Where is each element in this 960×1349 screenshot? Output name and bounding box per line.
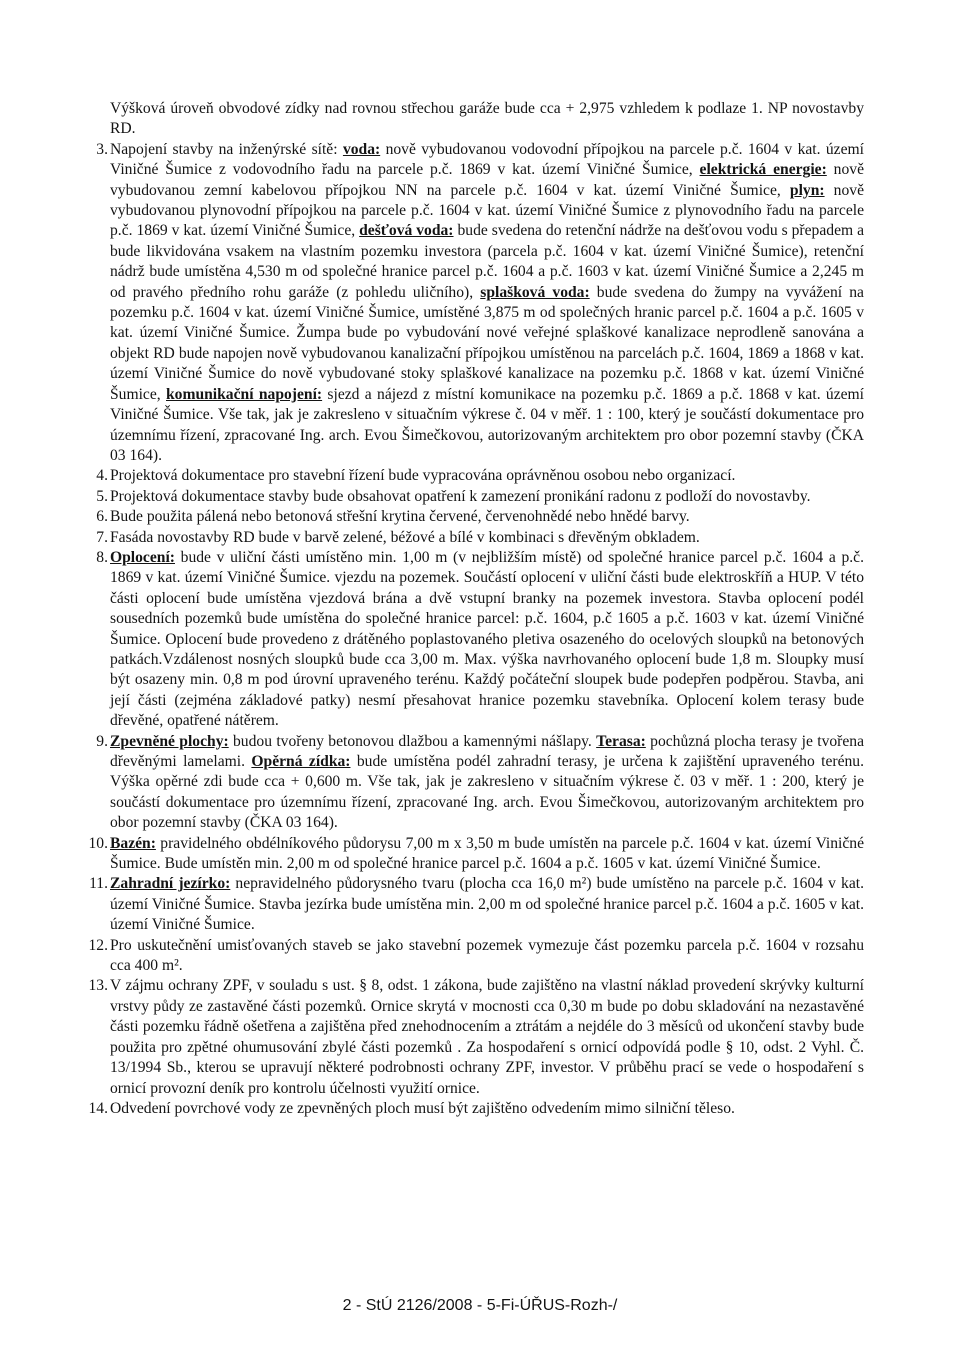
- condition-item: [88, 936, 864, 977]
- item-text: Projektová dokumentace pro stavební řízení bude vypracována oprávněnou osobou nebo organizací.: [110, 467, 736, 485]
- item-text: Projektová dokumentace stavby bude obsahovat opatření k zamezení pronikání radonu z podloží do novostavby.: [110, 487, 811, 505]
- underlined-heading: Opěrná zídka:: [251, 753, 351, 770]
- item-text: bude umístěna podél zahradní terasy, je určena k zajištění upraveného terénu. Výška opěrné zdi bude cca + 0,600 m. Vše tak, jak je zakresleno v situačním výkrese č. 03 v měř. 1 : 200, který je součástí dokumentace pro územnímu řízení, zpracované Ing. arch. Evou Šimečkovou, autorizovaným architektem pro obor pozemní stavby (ČKA 03 164).: [110, 753, 864, 832]
- item-text: budou tvořeny betonovou dlažbou a kamennými nášlapy.: [228, 732, 597, 750]
- item-text: bude svedena do retenční nádrže na dešťovou vodu s přepadem a bude likvidována vsakem na vlastním pozemku investora (parcela p.č. 1604 v kat. území Viničné Šumice), retenční nádrž bude umístěna 4,530 m od společné hranice parcel p.č. 1604 a p.č. 1603 v kat. území Viničné Šumice a 2,245 m od pravého předního rohu garáže (z pohledu uličního),: [110, 222, 864, 301]
- conditions-list: [88, 140, 865, 1120]
- condition-item: [89, 874, 864, 935]
- item-number: 11.: [89, 875, 108, 893]
- item-number: 14.: [88, 1099, 108, 1117]
- item-text: pochůzná plocha terasy je tvořena dřevěnými lamelami.: [110, 732, 864, 770]
- item-text: Pro uskutečnění umisťovaných staveb se jako stavební pozemek vymezuje část pozemku parcela p.č. 1604 v rozsahu cca 400 m².: [110, 936, 864, 975]
- condition-item: [96, 548, 864, 732]
- condition-item: [88, 1099, 864, 1119]
- item-text: nově vybudovanou zemní kabelovou přípojkou NN na parcele p.č. 1604 v kat. území Viničné Šumice,: [110, 161, 864, 199]
- item-text: V zájmu ochrany ZPF, v souladu s ust. § 8, odst. 1 zákona, bude zajištěno na vlastní náklad provedení skrývky kulturní vrstvy půdy ze zastavěné části pozemků. Ornice skrytá v mocnosti cca 0,30 m bude po dobu skladování na nezastavěné části pozemku řádně ošetřena a zajištěna před znehodnocením a ztrátám a nejdéle do 3 měsíců od ukončení stavby bude použita pro zpětné ohumusování zbylé části pozemků . Za hospodaření s ornicí odpovídá podle § 10, odst. 2 Vyhl. Č. 13/1994 Sb., kterou se upravují některé podrobnosti ochrany ZPF, investor. V průběhu prací se vede o hospodaření s ornicí provozní deník pro kontrolu účelnosti využití ornice.: [110, 977, 864, 1097]
- item-number: 13.: [88, 977, 108, 995]
- underlined-heading: voda:: [342, 140, 381, 158]
- item-text: Bude použita pálená nebo betonová střešní krytina červené, červenohnědé nebo hnědé barvy.: [110, 508, 690, 526]
- intro-paragraph: Výšková úroveň obvodové zídky nad rovnou střechou garáže bude cca + 2,975 vzhledem k podlaze 1. NP novostavby RD.: [110, 100, 864, 138]
- underlined-heading: Zahradní jezírko:: [110, 875, 231, 893]
- condition-item: [96, 732, 864, 834]
- page-footer: 2 - StÚ 2126/2008 - 5-Fi-ÚŘUS-Rozh-/: [342, 1297, 618, 1314]
- item-text: Odvedení povrchové vody ze zpevněných ploch musí být zajištěno odvedením mimo silniční těleso.: [110, 1099, 735, 1117]
- condition-item: [96, 507, 864, 527]
- condition-item: [96, 140, 865, 467]
- underlined-heading: Terasa:: [596, 732, 646, 750]
- underlined-heading: splašková voda:: [480, 283, 590, 301]
- underlined-heading: dešťová voda:: [359, 222, 454, 240]
- item-text: Napojení stavby na inženýrské sítě:: [110, 140, 343, 158]
- item-text: pravidelného obdélníkového půdorysu 7,00 m x 3,50 m bude umístěn na parcele p.č. 1604 v kat. území Viničné Šumice. Bude umístěn min. 2,00 m od společné hranice parcel p.č. 1604 a p.č. 1605 v kat. území Viničné Šumice.: [110, 834, 864, 873]
- item-text: Fasáda novostavby RD bude v barvě zelené, béžové a bílé v kombinaci s dřevěným obkladem.: [110, 528, 700, 546]
- underlined-heading: komunikační napojení:: [166, 385, 323, 403]
- item-number: 8.: [96, 548, 108, 566]
- condition-item: [96, 487, 864, 507]
- item-text: bude svedena do žumpy na vyvážení na pozemku p.č. 1604 v kat. území Viničné Šumice, umístěné 3,875 m od společných hranic parcel p.č. 1604 a p.č. 1605 v kat. území Viničné Šumice. Žumpa bude po vybudování nové veřejné splaškové kanalizace neprodleně sanována a objekt RD bude napojen nově vybudovanou kanalizační přípojkou umístěnou na parcelách p.č. 1604, 1869 a 1868 v kat. území Viničné Šumice do nově vybudované stoky splaškové kanalizace na pozemku p.č. 1868 v kat. území Viničné Šumice,: [110, 283, 864, 403]
- item-number: 12.: [88, 936, 108, 954]
- item-text: nepravidelného půdorysného tvaru (plocha cca 16,0 m²) bude umístěno na parcele p.č. 1604 v kat. území Viničné Šumice. Stavba jezírka bude umístěna min. 2,00 m od společné hranice parcel p.č. 1604 a p.č. 1605 v kat. území Viničné Šumice.: [110, 875, 864, 934]
- item-text: sjezd a nájezd z místní komunikace na pozemku p.č. 1869 a p.č. 1868 v kat. území Viničné Šumice. Vše tak, jak je zakresleno v situačním výkrese č. 04 v měř. 1 : 100, který je součástí dokumentace pro územnímu řízení, zpracované Ing. arch. Evou Šimečkovou, autorizovaným architektem pro obor pozemní stavby (ČKA 03 164).: [110, 385, 865, 464]
- condition-item: [88, 834, 864, 875]
- underlined-heading: Oplocení:: [110, 548, 175, 566]
- item-number: 9.: [96, 732, 108, 750]
- underlined-heading: elektrická energie:: [699, 161, 827, 179]
- item-number: 10.: [88, 834, 108, 852]
- item-number: 7.: [96, 528, 108, 546]
- item-number: 5.: [96, 487, 108, 505]
- item-text: bude v uliční části umístěno min. 1,00 m (v nejbližším místě) od společné hranice parcel p.č. 1604 a p.č. 1869 v kat. území Viničné Šumice. vjezdu na pozemek. Součástí oplocení v uliční části bude elektroskříň a HUP. V této části oplocení bude umístěna vjezdová brána a dvě vstupní branky na pozemek investora. Stavba oplocení podél sousedních pozemků bude umístěna do společné hranice parcel: p.č. 1604, p.č 1605 a p.č. 1603 v kat. území Viničné Šumice. Oplocení bude provedeno z drátěného poplastovaného pletiva osazeného do ocelových sloupků na betonových patkách.Vzdálenost nosných sloupků bude cca 3,00 m. Max. výška navrhovaného oplocení bude 1,8 m. Sloupky musí být osazeny min. 0,8 m pod úrovní upraveného terénu. Každý počáteční sloupek bude podepřen podpěrou. Stavba, ani její části (zejména základové patky) nesmí přesahovat hranice pozemku stavebníka. Oplocení kolem terasy bude dřevěné, opatřené nátěrem.: [110, 548, 864, 730]
- condition-item: [96, 528, 864, 548]
- item-number: 6.: [96, 508, 108, 526]
- underlined-heading: plyn:: [789, 181, 825, 199]
- item-number: 3.: [96, 140, 108, 158]
- condition-item: [88, 976, 864, 1098]
- condition-item: [96, 466, 864, 486]
- underlined-heading: Zpevněné plochy:: [110, 732, 229, 750]
- item-text: nově vybudovanou plynovodní přípojkou na parcele p.č. 1604 v kat. území Viničné Šumice z plynovodního řadu na parcele p.č. 1869 v kat. území Viničné Šumice,: [110, 181, 864, 240]
- item-text: nově vybudovanou vodovodní přípojkou na parcele p.č. 1604 v kat. území Viničné Šumice z vodovodního řadu na parcele p.č. 1869 v kat. území Viničné Šumice,: [110, 140, 864, 179]
- underlined-heading: Bazén:: [110, 834, 156, 852]
- document-body: [88, 99, 865, 1119]
- item-number: 4.: [96, 467, 108, 485]
